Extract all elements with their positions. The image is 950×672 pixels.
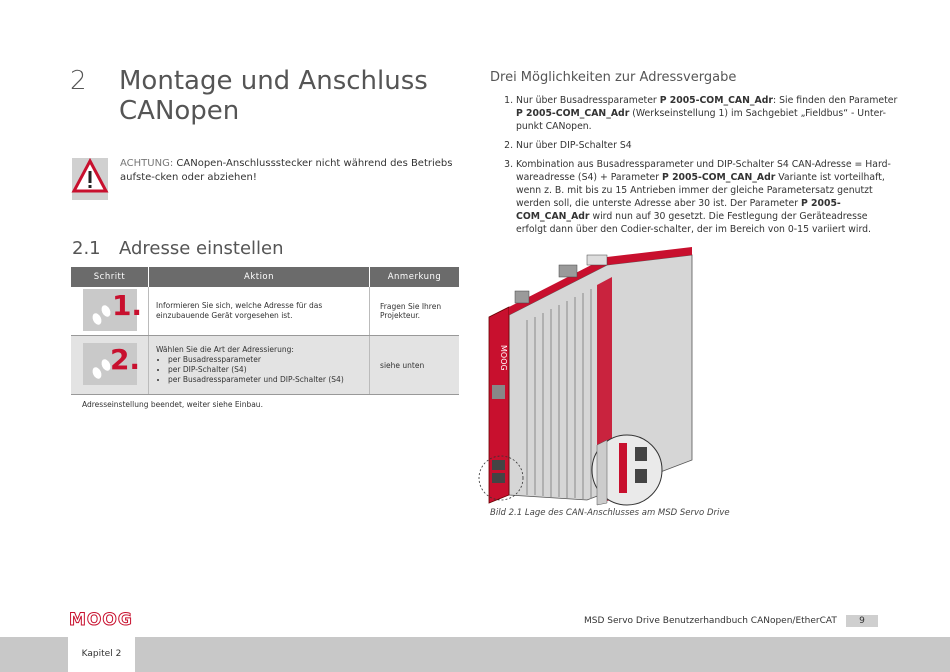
table-row: [71, 336, 459, 395]
list-item: [516, 94, 901, 133]
list-item: [516, 139, 901, 152]
warning-message: CANopen-Anschlussstecker nicht während des Betriebs aufste-cken oder abziehen!: [120, 158, 453, 183]
step-cell: [71, 336, 149, 395]
figure-caption: Bild 2.1 Lage des CAN-Anschlusses am MSD Servo Drive: [490, 508, 730, 518]
parameter-name: P 2005-COM_CAN_Adr: [659, 95, 773, 106]
addressing-options: [156, 355, 368, 385]
logo-text: MOOG: [69, 610, 133, 630]
warning-label: ACHTUNG:: [120, 158, 174, 169]
steps-table: [71, 267, 459, 395]
manual-title: MSD Servo Drive Benutzerhandbuch CANopen/EtherCAT: [584, 616, 837, 626]
list-item: • per DIP-Schalter (S4): [168, 365, 368, 375]
warning-text: [120, 157, 460, 185]
parameter-name: P 2005-COM_CAN_Adr: [516, 198, 841, 222]
item-text: Variante ist vorteilhaft, wenn z. B. mit bis zu 15 Antrieben immer der gleiche Parametersatz genutzt werden soll, die unterste Adresse aber 30 ist. Der Parameter: [516, 172, 885, 209]
page-number: 9: [846, 615, 878, 627]
header-remark: Anmerkung: [370, 267, 459, 287]
section-title: Adresse einstellen: [119, 238, 284, 259]
step-number: 1.: [111, 289, 142, 322]
action-cell: [149, 336, 370, 395]
list-item: • per Busadressparameter und DIP-Schalter (S4): [168, 375, 368, 385]
footer-band: [0, 637, 950, 672]
remark-cell: Fragen Sie Ihren Projekteur.: [370, 287, 459, 336]
list-item: • per Busadressparameter: [168, 355, 368, 365]
parameter-name: P 2005-COM_CAN_Adr: [516, 108, 630, 119]
item-text: wird nun auf 30 gesetzt. Die Festlegung der Geräteadresse erfolgt dann über den Codier-schalter, der im Bereich von 0-15 variiert wird.: [516, 211, 871, 235]
header-step: Schritt: [71, 267, 149, 287]
possibilities-title: Drei Möglichkeiten zur Adressvergabe: [490, 70, 737, 85]
section-number: 2.1: [72, 238, 101, 259]
item-text: (Werkseinstellung 1) im Sachgebiet „Fieldbus“ - Unter-punkt CANopen.: [516, 108, 886, 132]
chapter-number: 2: [70, 66, 87, 96]
step-cell: [71, 287, 149, 336]
step-two-icon: [83, 343, 140, 385]
item-text: Nur über DIP-Schalter S4: [516, 140, 632, 151]
table-header-row: [71, 267, 459, 287]
table-row: [71, 287, 459, 336]
parameter-name: P 2005-COM_CAN_Adr: [662, 172, 776, 183]
step-one-icon: [83, 289, 142, 331]
moog-logo: [69, 609, 149, 629]
item-text: Nur über Busadressparameter: [516, 95, 660, 106]
list-item: [516, 158, 901, 236]
device-brand: MOOG: [499, 345, 508, 371]
action-cell: Informieren Sie sich, welche Adresse für das einzubauende Gerät vorgesehen ist.: [149, 287, 370, 336]
header-action: Aktion: [149, 267, 370, 287]
remark-cell: siehe unten: [370, 336, 459, 395]
warning-icon: [72, 158, 108, 200]
item-text: : Sie finden den Parameter: [773, 95, 898, 106]
servo-drive-illustration: [487, 245, 717, 505]
table-footnote: Adresseinstellung beendet, weiter siehe Einbau.: [82, 400, 263, 409]
possibilities-list: [488, 94, 901, 242]
item-text: Kombination aus Busadressparameter und DIP-Schalter S4 CAN-Adresse = Hard-wareadresse (S4) + Parameter: [516, 159, 891, 183]
chapter-tab: Kapitel 2: [68, 637, 135, 672]
action-text: Wählen Sie die Art der Adressierung:: [156, 345, 294, 354]
step-number: 2.: [109, 343, 140, 376]
chapter-title: Montage und Anschluss CANopen: [119, 66, 428, 126]
